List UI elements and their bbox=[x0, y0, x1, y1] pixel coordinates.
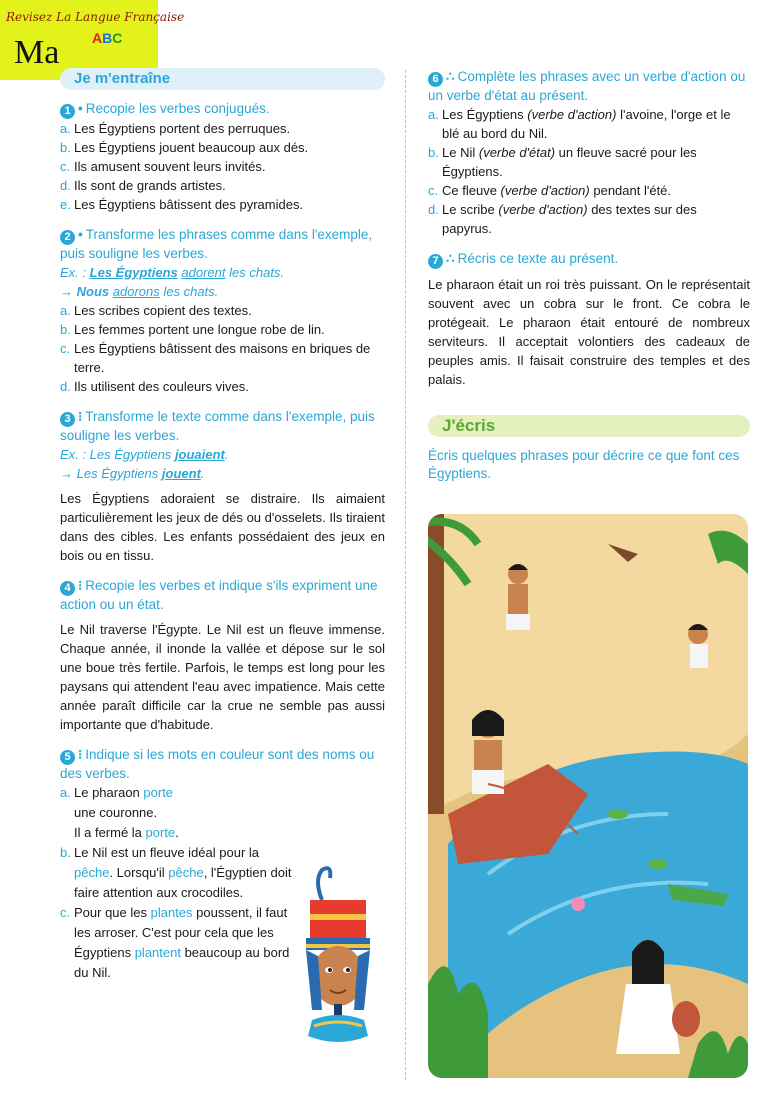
list-item: c. Les Égyptiens bâtissent des maisons en briques de terre. bbox=[60, 341, 371, 375]
exercise-5: 5 ⁝ Indique si les mots en couleur sont des noms ou des verbes. a. Le pharaon porte une couronne. Il a fermé la porte. b. Le Nil est un fleuve idéal pour la pêche. Lorsqu'il pêche, l'Égyptien doit faire attention aux crocodiles. c. Pour que les plantes poussent, il faut les arroser. C'est pour cela que les Égyptiens plantent beaucoup au bord du Nil. bbox=[60, 746, 385, 983]
list-item: d. Ils sont de grands artistes. bbox=[60, 178, 226, 193]
list-item: c. Pour que les plantes poussent, il faut les arroser. C'est pour cela que les Égyptiens plantent beaucoup au bord du Nil. bbox=[60, 905, 290, 980]
exercise-5-instruction: Indique si les mots en couleur sont des noms ou des verbes. bbox=[60, 747, 375, 781]
exercise-6: 6 ∴ Complète les phrases avec un verbe d'action ou un verbe d'état au présent. a. Les Égyptiens (verbe d'action) l'avoine, l'orge et le blé au bord du Nil. b. Le Nil (verbe d'état) un fleuve sacré pour les Égyptiens. c. Ce fleuve (verbe d'action) pendant l'été. d. Le scribe (verbe d'action) des textes sur des papyrus. bbox=[428, 68, 750, 238]
example-line: Ex. : Les Égyptiens jouaient. bbox=[60, 447, 229, 462]
right-column bbox=[428, 68, 750, 483]
logo-tagline: Revisez La Langue Française bbox=[6, 10, 185, 24]
writing-section-title: J'écris bbox=[428, 415, 750, 437]
left-column bbox=[60, 68, 385, 995]
example-answer: → Nous adorons les chats. bbox=[60, 284, 219, 299]
list-item: d. Le scribe (verbe d'action) des textes sur des papyrus. bbox=[428, 202, 697, 236]
list-item: a. Le pharaon porte une couronne. Il a fermé la porte. bbox=[60, 785, 179, 840]
exercise-3-text: Les Égyptiens adoraient se distraire. Ils aimaient particulièrement les jeux de dés ou d'osselets. Ils tiraient dans des cibles. Les enfants possédaient des jeux en bois ou en tissu. bbox=[60, 491, 385, 563]
pharaoh-illustration bbox=[292, 860, 388, 1080]
exercise-1: 1 • Recopie les verbes conjugués. a. Les Égyptiens portent des perruques. b. Les Égyptiens jouent beaucoup aux dés. c. Ils amusent souvent leurs invités. d. Ils sont de grands artistes. e. Les Égyptiens bâtissent des pyramides. bbox=[60, 100, 385, 214]
exercise-2-instruction: Transforme les phrases comme dans l'exemple, puis souligne les verbes. bbox=[60, 227, 373, 261]
list-item: b. Le Nil est un fleuve idéal pour la pêche. Lorsqu'il pêche, l'Égyptien doit faire attention aux crocodiles. bbox=[60, 845, 292, 900]
list-item: c. Ce fleuve (verbe d'action) pendant l'été. bbox=[428, 183, 672, 198]
writing-prompt: Écris quelques phrases pour décrire ce que font ces Égyptiens. bbox=[428, 448, 740, 481]
list-item: b. Le Nil (verbe d'état) un fleuve sacré pour les Égyptiens. bbox=[428, 145, 697, 179]
list-item: a. Les Égyptiens (verbe d'action) l'avoine, l'orge et le blé au bord du Nil. bbox=[428, 107, 731, 141]
logo-abc: ABC bbox=[92, 30, 123, 46]
example-line: Ex. : Les Égyptiens adorent les chats. bbox=[60, 265, 285, 280]
logo-name: Ma bbox=[14, 34, 60, 71]
example-answer: → Les Égyptiens jouent. bbox=[60, 466, 205, 481]
exercise-7-text: Le pharaon était un roi très puissant. On le représentait souvent avec un cobra sur le front. Ce cobra le protégeait. Le pharaon était entouré de nombreux serviteurs. Il acceptait volontiers des cadeaux de peuples amis. Il faisait construire des temples et des palais. bbox=[428, 277, 750, 387]
exercise-6-instruction: Complète les phrases avec un verbe d'action ou un verbe d'état au présent. bbox=[428, 69, 746, 103]
list-item: a. Les scribes copient des textes. bbox=[60, 303, 252, 318]
exercise-7: 7 ∴ Récris ce texte au présent. Le pharaon était un roi très puissant. On le représentait souvent avec un cobra sur le front. Ce cobra le protégeait. Le pharaon était entouré de nombreux serviteurs. Il acceptait volontiers des cadeaux de peuples amis. Il faisait construire des temples et des palais. bbox=[428, 251, 750, 387]
exercise-3: 3 ⁝ Transforme le texte comme dans l'exemple, puis souligne les verbes. Ex. : Les Égyptiens jouaient. → Les Égyptiens jouent. Les Égyptiens adoraient se distraire. Ils aimaient particulièrement les jeux de dés ou d'osselets. Ils tiraient dans des cibles. Les enfants possédaient des jeux en bois ou en tissu. bbox=[60, 409, 385, 563]
exercise-4-instruction: Recopie les verbes et indique s'ils expriment une action ou un état. bbox=[60, 578, 378, 612]
egyptian-scene-illustration bbox=[428, 514, 748, 1078]
list-item: d. Ils utilisent des couleurs vives. bbox=[60, 379, 249, 394]
list-item: b. Les femmes portent une longue robe de lin. bbox=[60, 322, 325, 337]
exercise-4-text: Le Nil traverse l'Égypte. Le Nil est un fleuve immense. Chaque année, il inonde la vallée et dépose sur le sol une boue très fertile. Parfois, le temps est long pour les paysans qui attendent l'eau avec impatience. Mais cette année paraît difficile car la crue ne semble pas aussi importante que d'habitude. bbox=[60, 622, 385, 732]
exercise-2: 2 • Transforme les phrases comme dans l'exemple, puis souligne les verbes. Ex. : Les Égyptiens adorent les chats. → Nous adorons les chats. a. Les scribes copient des textes. b. Les femmes portent une longue robe de lin. c. Les Égyptiens bâtissent des maisons en briques de terre. d. Ils utilisent des couleurs vives. bbox=[60, 226, 385, 396]
list-item: b. Les Égyptiens jouent beaucoup aux dés. bbox=[60, 140, 309, 155]
exercise-4: 4 ⁝ Recopie les verbes et indique s'ils expriment une action ou un état. Le Nil traverse l'Égypte. Le Nil est un fleuve immense. Chaque année, il inonde la vallée et dépose sur le sol une boue très fertile. Parfois, le temps est long pour les paysans qui attendent l'eau avec impatience. Mais cette année paraît difficile car la crue ne semble pas aussi importante que d'habitude. bbox=[60, 578, 385, 732]
column-divider bbox=[405, 70, 406, 1080]
exercise-1-instruction: Recopie les verbes conjugués. bbox=[85, 101, 270, 116]
list-item: a. Les Égyptiens portent des perruques. bbox=[60, 121, 291, 136]
list-item: c. Ils amusent souvent leurs invités. bbox=[60, 159, 266, 174]
exercise-3-instruction: Transforme le texte comme dans l'exemple, puis souligne les verbes. bbox=[60, 409, 375, 443]
exercise-7-instruction: Récris ce texte au présent. bbox=[457, 251, 619, 266]
list-item: e. Les Égyptiens bâtissent des pyramides. bbox=[60, 197, 304, 212]
section-title: Je m'entraîne bbox=[60, 68, 385, 90]
